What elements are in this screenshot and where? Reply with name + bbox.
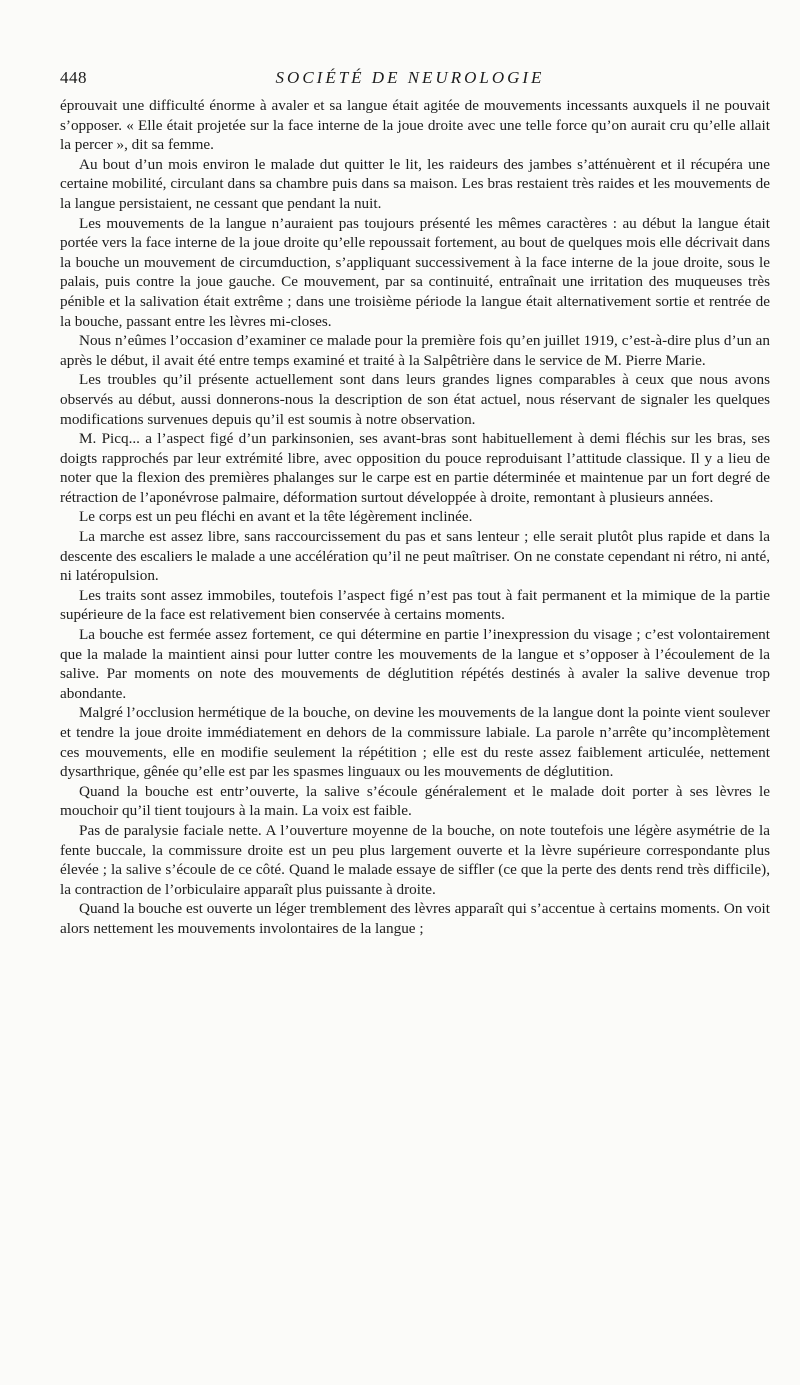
paragraph: Le corps est un peu fléchi en avant et la tête légèrement inclinée. — [79, 508, 473, 526]
paragraph: Quand la bouche est ouverte un léger tremblement des lèvres apparaît qui s’accentue à certains moments. On voit alors nettement les mouvements involontaires de la langue ; — [60, 900, 770, 937]
paragraph: M. Picq... a l’aspect figé d’un parkinsonien, ses avant-bras sont habituellement à demi fléchis sur les bras, ses doigts rapprochés par leur extrémité libre, avec opposition du pouce reproduisant l’attitude classique. Il y a lieu de noter que la flexion des premières phalanges sur le carpe est en partie déterminée et maintenue par un fort degré de rétraction de l’aponévrose palmaire, déformation surtout développée à droite, remontant à plusieurs années. — [60, 430, 770, 506]
paragraph: Les traits sont assez immobiles, toutefois l’aspect figé n’est pas tout à fait permanent et la mimique de la partie supérieure de la face est relativement bien conservée à certains moments. — [60, 586, 770, 624]
paragraph: éprouvait une difficulté énorme à avaler et sa langue était agitée de mouvements incessants auxquels il ne pouvait s’opposer. « Elle était projetée sur la face interne de la joue droite avec une telle force qu’on aurait cru qu’elle allait la percer », dit sa femme. — [60, 97, 770, 154]
paragraph: Quand la bouche est entr’ouverte, la salive s’écoule généralement et le malade doit porter à ses lèvres le mouchoir qu’il tient toujours à la main. La voix est faible. — [60, 782, 770, 820]
page-number: 448 — [60, 68, 87, 87]
body-text — [60, 96, 770, 939]
paragraph: Pas de paralysie faciale nette. A l’ouverture moyenne de la bouche, on note toutefois une légère asymétrie de la fente buccale, la commissure droite est un peu plus largement ouverte et la lèvre supérieure correspondante plus élevée ; la salive s’écoule de ce côté. Quand le malade essaye de siffler (ce que la perte des dents rend très difficile), la contraction de l’orbiculaire apparaît plus puissante à droite. — [60, 821, 770, 898]
paragraph: La marche est assez libre, sans raccourcissement du pas et sans lenteur ; elle serait plutôt plus rapide et dans la descente des escaliers le malade a une accélération qu’il ne peut maîtriser. On ne constate cependant ni rétro, ni anté, ni latéropulsion. — [60, 528, 770, 585]
paragraph: Au bout d’un mois environ le malade dut quitter le lit, les raideurs des jambes s’atténuèrent et il récupéra une certaine mobilité, circulant dans sa chambre puis dans sa maison. Les bras restaient très raides et les mouvements de la langue persistaient, ne cessant que pendant la nuit. — [60, 155, 770, 212]
page-header — [60, 68, 760, 94]
paragraph: Les troubles qu’il présente actuellement sont dans leurs grandes lignes comparables à ceux que nous avons observés au début, aussi donnerons-nous la description de son état actuel, nous réservant de signaler les quelques modifications survenues depuis qu’il est soumis à notre observation. — [60, 371, 770, 428]
running-head: SOCIÉTÉ DE NEUROLOGIE — [275, 68, 545, 87]
paragraph: La bouche est fermée assez fortement, ce qui détermine en partie l’inexpression du visage ; c’est volontairement que la malade la maintient ainsi pour lutter contre les mouvements de la langue et s’opposer à l’écoulement de la salive. Par moments on note des mouvements de déglutition répétés destinés à avaler la salive devenue trop abondante. — [60, 626, 770, 702]
paragraph: Nous n’eûmes l’occasion d’examiner ce malade pour la première fois qu’en juillet 1919, c’est-à-dire plus d’un an après le début, il avait été entre temps examiné et traité à la Salpêtrière dans le service de M. Pierre Marie. — [60, 332, 770, 369]
paragraph: Les mouvements de la langue n’auraient pas toujours présenté les mêmes caractères : au début la langue était portée vers la face interne de la joue droite qu’elle repoussait fortement, au bout de quelques mois elle décrivait dans la bouche un mouvement de circumduction, s’appliquant successivement à la face interne de la joue droite, sous le palais, puis contre la joue gauche. Ce mouvement, par sa continuité, entraînait une irritation des muqueuses très pénible et la salivation était extrême ; dans une troisième période la langue était alternativement sortie et rentrée de la bouche, passant entre les lèvres mi-closes. — [60, 214, 770, 330]
paragraph: Malgré l’occlusion hermétique de la bouche, on devine les mouvements de la langue dont la pointe vient soulever et tendre la joue droite immédiatement en dehors de la commissure labiale. La parole n’arrête qu’incomplètement ces mouvements, elle en modifie seulement la répétition ; elle est du reste assez faiblement articulée, nettement dysarthrique, gênée qu’elle est par les spasmes linguaux ou les mouvements de déglutition. — [60, 704, 770, 781]
